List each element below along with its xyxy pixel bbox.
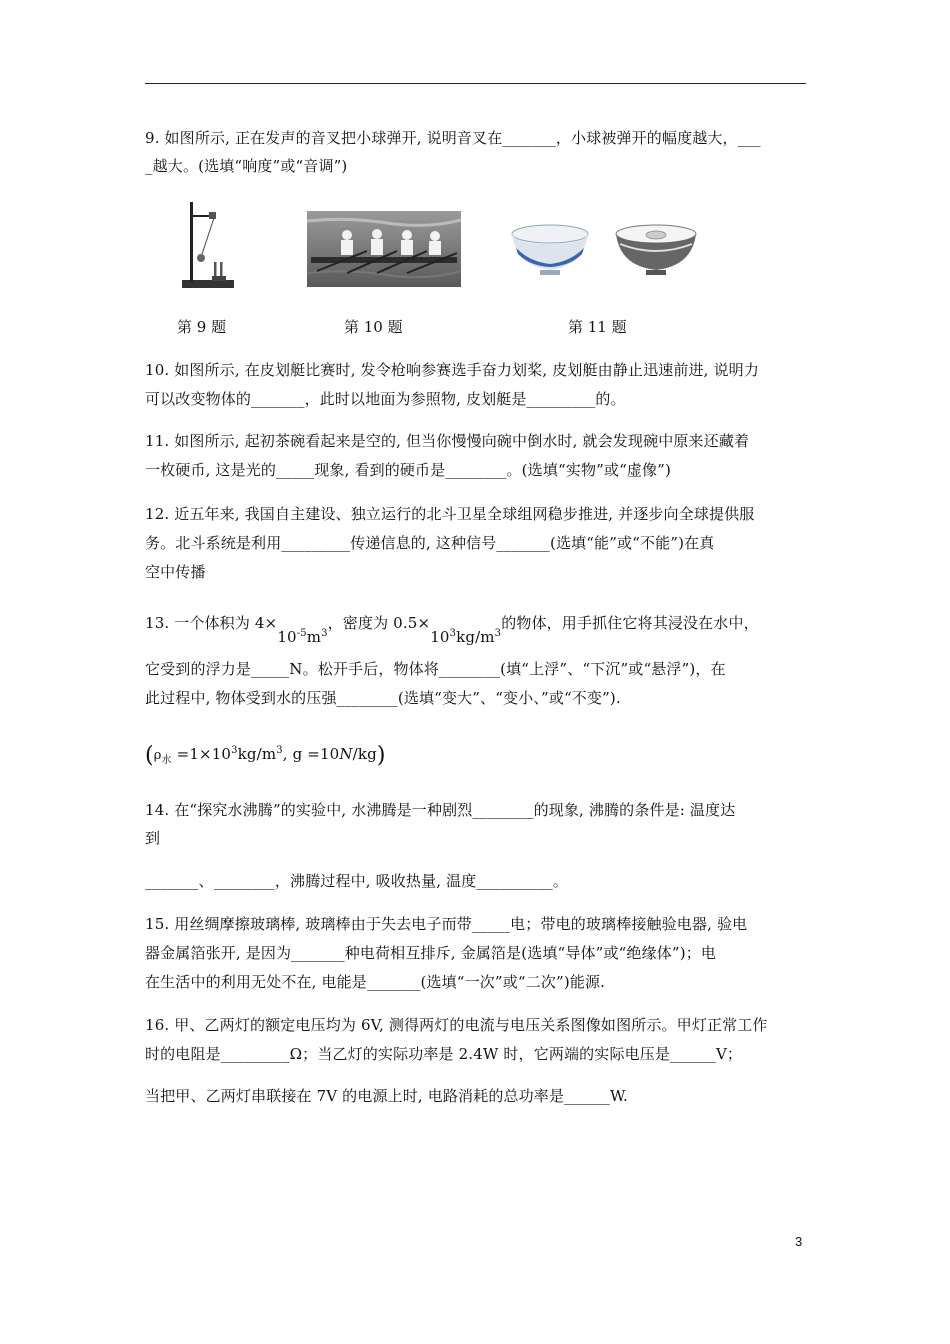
density-exponent: 3 — [449, 628, 457, 639]
q14-line-1: 14. 在“探究水沸腾”的实验中, 水沸腾是一种剧烈________的现象, 沸腾的条件是: 温度达 — [145, 801, 736, 819]
density-unit: kg/m — [456, 628, 495, 646]
gravity-eq: , g =10 — [282, 745, 340, 763]
gravity-unit: /kg — [352, 745, 377, 763]
density-value — [430, 619, 501, 652]
page-number: 3 — [795, 1234, 803, 1249]
q11-line-2: 一枚硬币, 这是光的_____现象, 看到的硬币是________。(选填“实物”或“虚像”) — [145, 461, 672, 479]
q16-line-1: 16. 甲、乙两灯的额定电压均为 6V, 测得两灯的电流与电压关系图像如图所示。甲灯正常工作 — [145, 1016, 768, 1034]
volume-exponent: -5 — [296, 628, 307, 639]
newton-symbol: N — [339, 745, 353, 763]
q12-line-2: 务。北斗系统是利用_________传递信息的, 这种信号_______(选填“能”或“不能”)在真 — [145, 534, 715, 552]
q13-constants — [145, 738, 386, 774]
q9-line-2: _越大。(选填“响度”或“音调”) — [145, 157, 348, 175]
q15-line-3: 在生活中的利用无处不在, 电能是_______(选填“一次”或“二次”)能源. — [145, 973, 606, 991]
q10-line-1: 10. 如图所示, 在皮划艇比赛时, 发令枪响参赛选手奋力划桨, 皮划艇由静止迅速前进, 说明力 — [145, 361, 759, 379]
q13-text-c: 的物体，用手抓住它将其浸没在水中， — [501, 614, 759, 632]
q9-line-1: 9. 如图所示, 正在发声的音叉把小球弹开, 说明音叉在_______，小球被弹开的幅度越大，___ — [145, 129, 761, 147]
rho-symbol: ρ — [153, 748, 162, 763]
water-density-unit: kg/m — [237, 745, 277, 763]
q13-text-a: 13. 一个体积为 4× — [145, 614, 278, 632]
tuning-fork-figure — [176, 198, 238, 290]
q16-line-2: 时的电阻是_________Ω；当乙灯的实际功率是 2.4W 时，它两端的实际电压是______V； — [145, 1045, 743, 1063]
q13-text-b: ，密度为 0.5× — [327, 614, 431, 632]
volume-base: 10 — [277, 628, 297, 646]
q16-line-3: 当把甲、乙两灯串联接在 7V 的电源上时, 电路消耗的总功率是______W. — [145, 1087, 628, 1105]
figure-10-caption: 第 10 题 — [344, 318, 403, 336]
q13-line-1 — [145, 608, 759, 652]
q15-line-2: 器金属箔张开, 是因为_______种电荷相互排斥, 金属箔是(选填“导体”或“绝缘体”)；电 — [145, 944, 717, 962]
density-unit-exponent: 3 — [494, 628, 502, 639]
q14-line-3: _______、________，沸腾过程中, 吸收热量, 温度__________。 — [145, 872, 569, 890]
rowing-photo-figure — [307, 211, 461, 287]
water-density-unit-exp: 3 — [276, 745, 283, 756]
bowls-figure — [510, 222, 700, 280]
rho-subscript: 水 — [161, 755, 172, 766]
q13-line-3: 此过程中, 物体受到水的压强________(选填“变大”、“变小、”或“不变”). — [145, 689, 621, 707]
q11-line-1: 11. 如图所示, 起初茶碗看起来是空的, 但当你慢慢向碗中倒水时, 就会发现碗中原来还藏着 — [145, 432, 750, 450]
water-density-exp: 3 — [231, 745, 238, 756]
q10-line-2: 可以改变物体的_______，此时以地面为参照物, 皮划艇是_________的。 — [145, 390, 626, 408]
q12-line-3: 空中传播 — [145, 563, 206, 581]
q13-line-2: 它受到的浮力是_____N。松开手后，物体将________(填“上浮”、“下沉”或“悬浮”)，在 — [145, 660, 726, 678]
figure-9-caption: 第 9 题 — [177, 318, 227, 336]
q14-line-2: 到 — [145, 829, 161, 847]
volume-unit-exponent: 3 — [321, 628, 328, 639]
density-base: 10 — [430, 628, 450, 646]
header-rule — [145, 83, 806, 84]
water-density-eq: =1×10 — [171, 745, 232, 763]
figure-11-caption: 第 11 题 — [568, 318, 627, 336]
open-paren: ( — [145, 743, 154, 768]
q12-line-1: 12. 近五年来, 我国自主建设、独立运行的北斗卫星全球组网稳步推进, 并逐步向全球提供服 — [145, 505, 755, 523]
volume-value — [277, 619, 327, 652]
q15-line-1: 15. 用丝绸摩擦玻璃棒, 玻璃棒由于失去电子而带_____电；带电的玻璃棒接触验电器, 验电 — [145, 915, 748, 933]
close-paren: ) — [376, 743, 386, 768]
volume-unit: m — [306, 628, 322, 646]
